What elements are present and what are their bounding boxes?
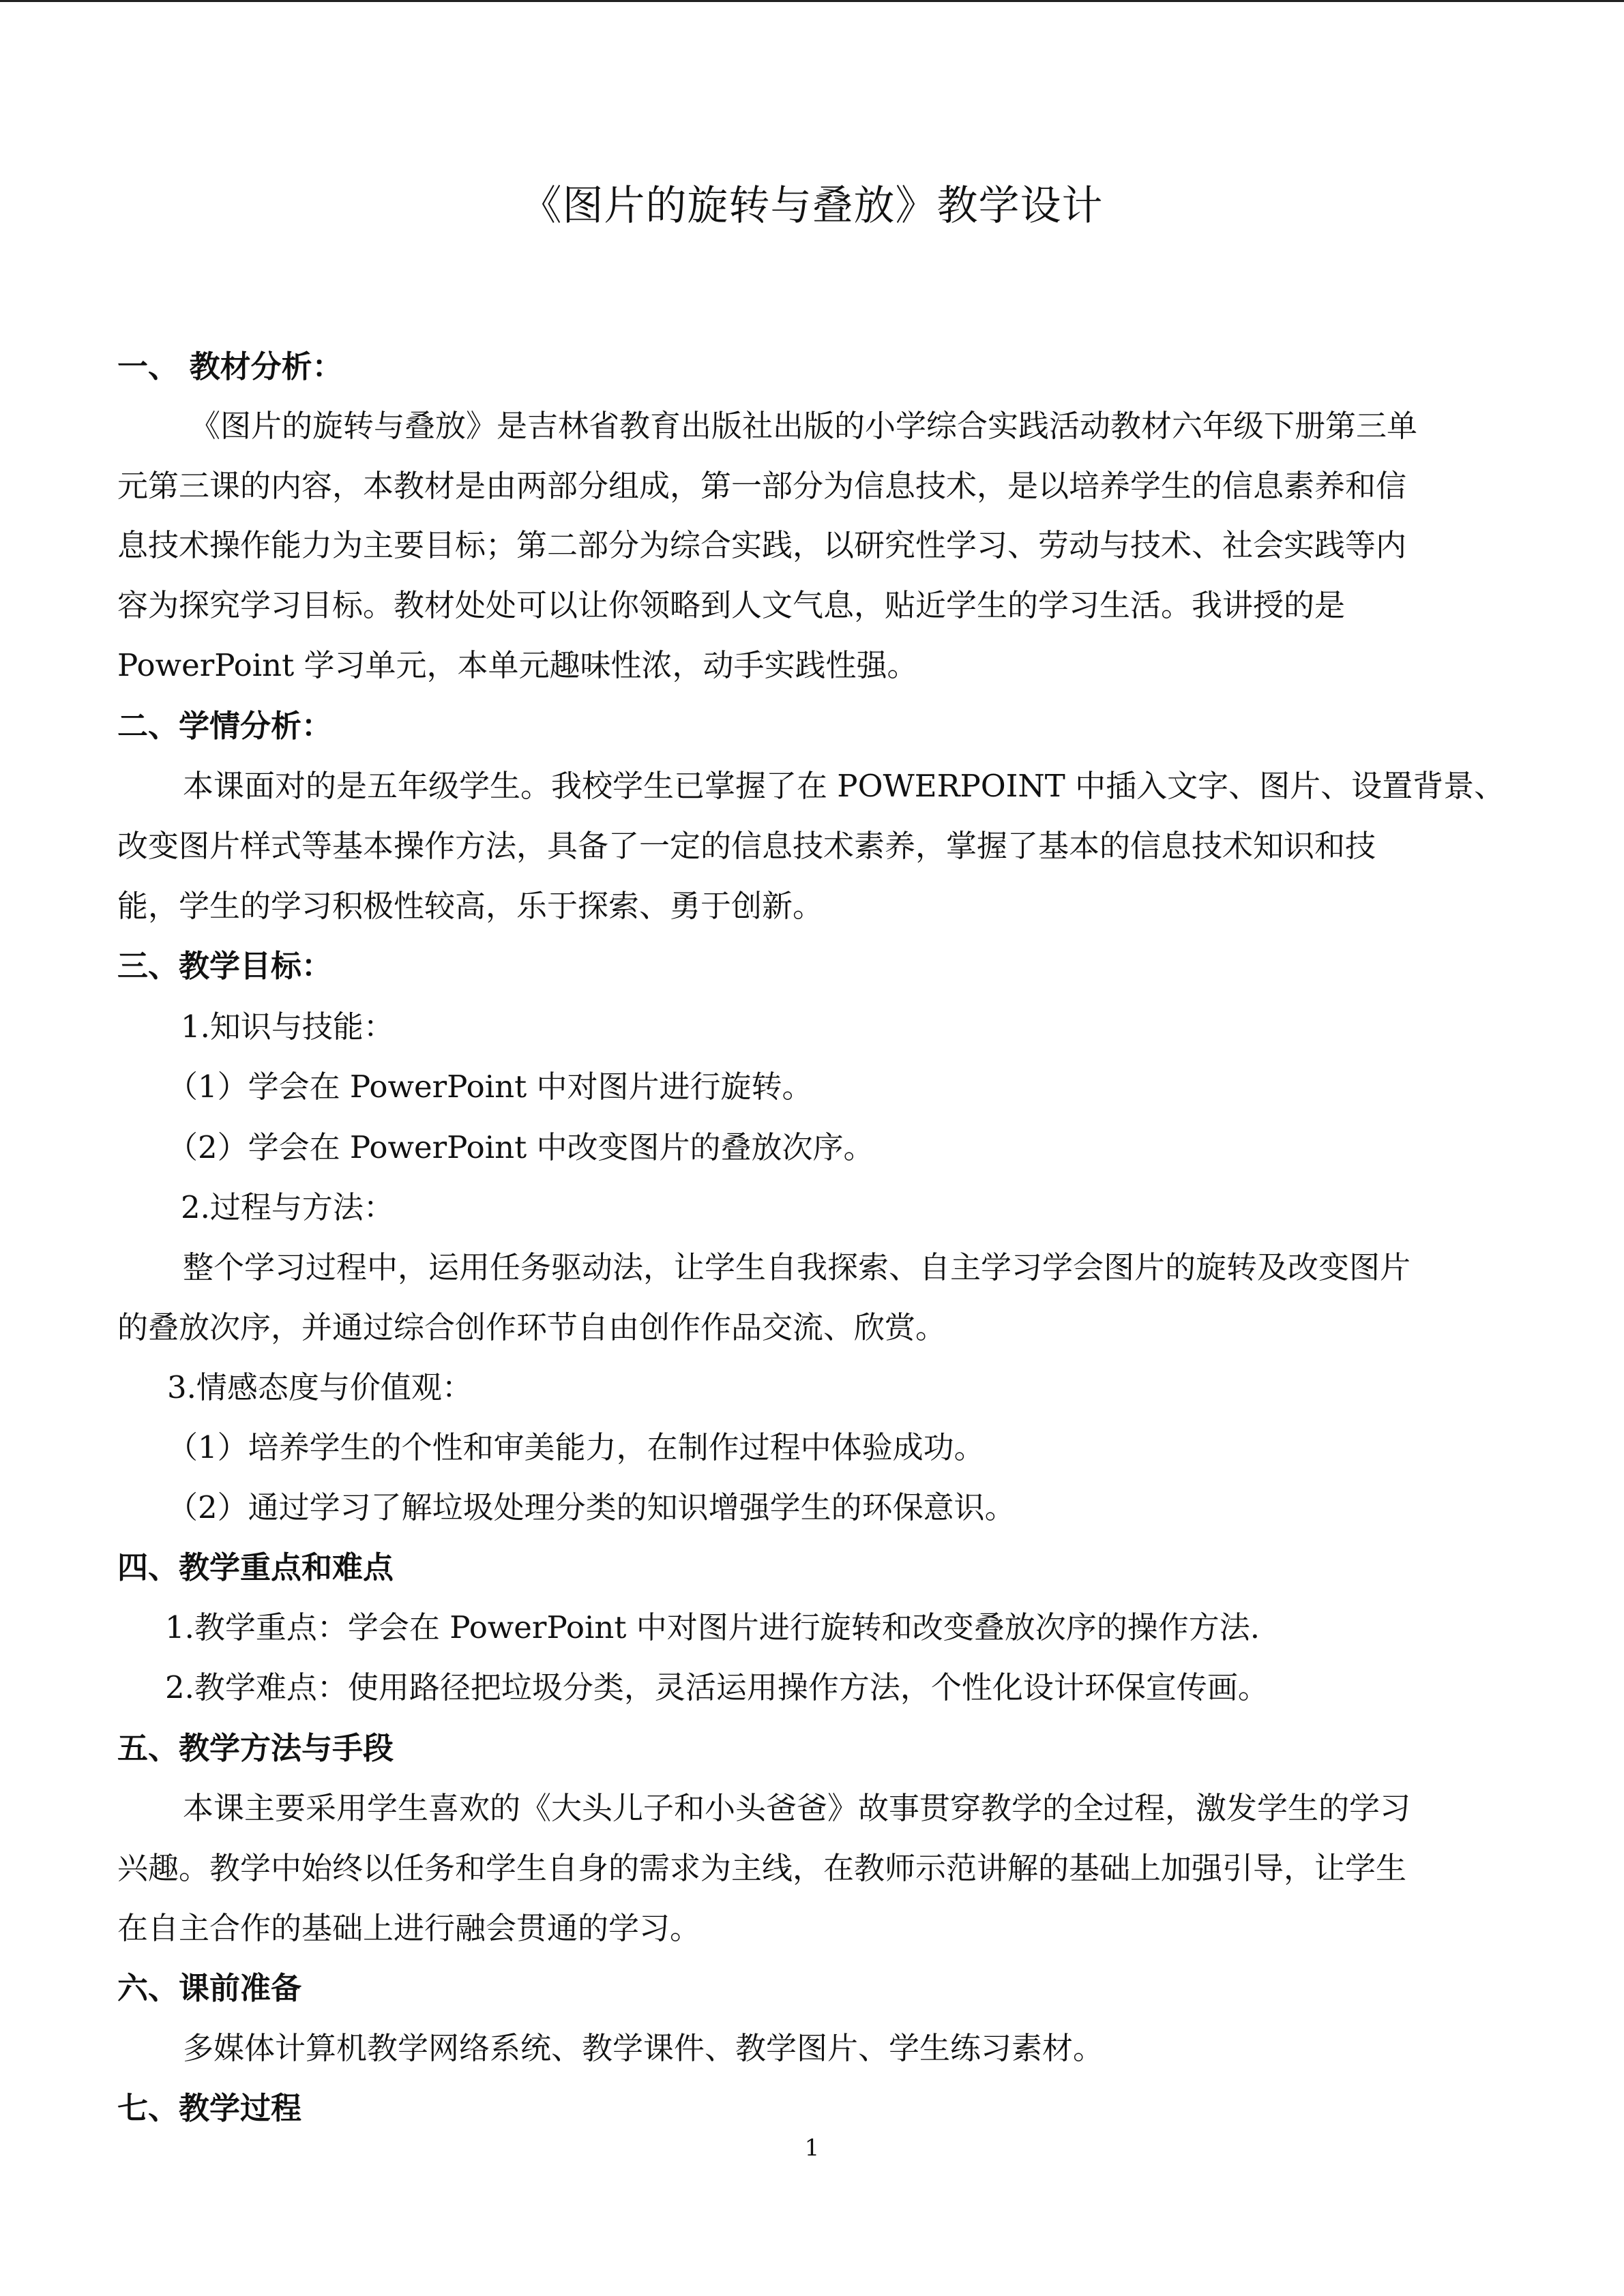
- objective-item: （1）培养学生的个性和审美能力，在制作过程中体验成功。: [167, 1429, 985, 1465]
- document-title: 《图片的旋转与叠放》教学设计: [520, 182, 1104, 230]
- paragraph-line: 整个学习过程中，运用任务驱动法，让学生自我探索、自主学习学会图片的旋转及改变图片: [183, 1249, 1411, 1285]
- paragraph-line: 本课主要采用学生喜欢的《大头儿子和小头爸爸》故事贯穿教学的全过程，激发学生的学习: [183, 1790, 1411, 1826]
- paragraph-line: PowerPoint 学习单元，本单元趣味性浓，动手实践性强。: [117, 647, 918, 683]
- section-heading-learner-analysis: 二、学情分析：: [117, 708, 333, 744]
- paragraph-line: 息技术操作能力为主要目标；第二部分为综合实践，以研究性学习、劳动与技术、社会实践等内: [117, 527, 1407, 563]
- paragraph-line: 容为探究学习目标。教材处处可以让你领略到人文气息，贴近学生的学习生活。我讲授的是: [117, 587, 1346, 623]
- paragraph-line: 兴趣。教学中始终以任务和学生自身的需求为主线，在教师示范讲解的基础上加强引导，让学生: [117, 1850, 1407, 1886]
- paragraph-line: 改变图片样式等基本操作方法，具备了一定的信息技术素养，掌握了基本的信息技术知识和技: [117, 828, 1376, 864]
- section-heading-methods: 五、教学方法与手段: [117, 1730, 394, 1766]
- objective-subheading: 3.情感态度与价值观：: [167, 1369, 473, 1405]
- objective-item: （2）通过学习了解垃圾处理分类的知识增强学生的环保意识。: [167, 1489, 1016, 1525]
- paragraph-line: 元第三课的内容，本教材是由两部分组成，第一部分为信息技术，是以培养学生的信息素养和信: [117, 468, 1407, 504]
- section-heading-key-points: 四、教学重点和难点: [117, 1549, 394, 1585]
- paragraph-line: 多媒体计算机教学网络系统、教学课件、教学图片、学生练习素材。: [183, 2030, 1104, 2066]
- paragraph-line: 在自主合作的基础上进行融会贯通的学习。: [117, 1910, 701, 1946]
- paragraph-line: 的叠放次序，并通过综合创作环节自由创作作品交流、欣赏。: [117, 1309, 947, 1345]
- objective-item: （2）学会在 PowerPoint 中改变图片的叠放次序。: [167, 1129, 874, 1165]
- section-heading-textbook-analysis: 一、 教材分析：: [117, 348, 343, 385]
- objective-item: （1）学会在 PowerPoint 中对图片进行旋转。: [167, 1069, 813, 1105]
- top-border-line: [0, 0, 1624, 2]
- section-heading-teaching-process: 七、教学过程: [117, 2090, 302, 2126]
- section-heading-preparation: 六、课前准备: [117, 1970, 302, 2006]
- objective-subheading: 1.知识与技能：: [181, 1009, 394, 1045]
- objective-subheading: 2.过程与方法：: [181, 1189, 394, 1225]
- paragraph-line: 本课面对的是五年级学生。我校学生已掌握了在 POWERPOINT 中插入文字、图片、设置背景、: [183, 768, 1505, 804]
- section-heading-teaching-objectives: 三、教学目标：: [117, 948, 333, 984]
- paragraph-line: 《图片的旋转与叠放》是吉林省教育出版社出版的小学综合实践活动教材六年级下册第三单: [190, 408, 1418, 444]
- page-number: 1: [804, 2134, 820, 2162]
- paragraph-line: 能，学生的学习积极性较高，乐于探索、勇于创新。: [117, 888, 824, 924]
- key-point-item: 2.教学难点：使用路径把垃圾分类，灵活运用操作方法，个性化设计环保宣传画。: [165, 1669, 1269, 1705]
- key-point-item: 1.教学重点：学会在 PowerPoint 中对图片进行旋转和改变叠放次序的操作方法.: [165, 1609, 1260, 1645]
